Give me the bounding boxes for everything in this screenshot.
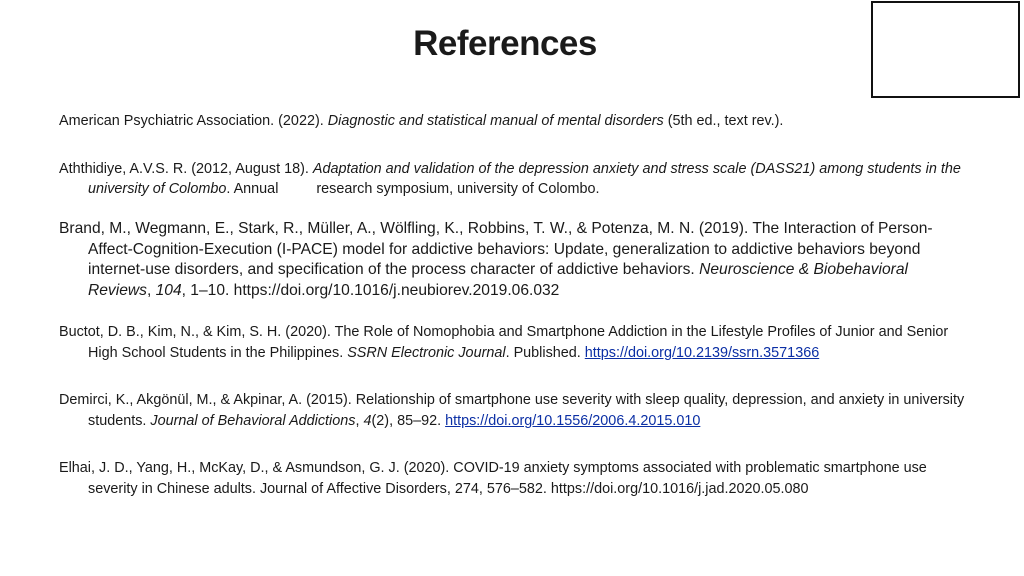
- reference-authors: Aththidiye, A.V.S. R. (2012, August 18).: [59, 160, 313, 177]
- reference-item: [59, 111, 974, 132]
- reference-journal: Neuroscience & Biobehavioral Reviews: [88, 261, 908, 300]
- reference-text: Elhai, J. D., Yang, H., McKay, D., & Asmundson, G. J. (2020). COVID-19 anxiety symptoms associated with problematic smartphone use severity in Chinese adults. Journal of Affective Disorders, 274, 576–582. https://doi.org/10.1016/j.jad.2020.05.080: [59, 460, 927, 497]
- page-title: References: [413, 24, 597, 63]
- reference-status: . Published.: [505, 344, 585, 361]
- reference-item: [59, 322, 974, 363]
- reference-book-title: Diagnostic and statistical manual of mental disorders: [327, 113, 664, 129]
- reference-journal: SSRN Electronic Journal: [347, 344, 506, 361]
- reference-issue-pages: (2), 85–92.: [371, 412, 446, 429]
- reference-edition: (5th ed., text rev.).: [663, 113, 784, 129]
- reference-doi-link[interactable]: https://doi.org/10.2139/ssrn.3571366: [584, 344, 820, 361]
- reference-volume: 4: [363, 412, 372, 429]
- reference-pages-doi: , 1–10. https://doi.org/10.1016/j.neubiorev.2019.06.032: [181, 282, 560, 300]
- reference-authors-title: Buctot, D. B., Kim, N., & Kim, S. H. (2020). The Role of Nomophobia and Smartphone Addiction in the Lifestyle Profiles of Junior and Senior High School Students in the Philippines.: [59, 323, 949, 361]
- reference-separator: ,: [146, 282, 156, 300]
- reference-volume: 104: [155, 282, 182, 300]
- reference-item: [59, 390, 974, 431]
- reference-item: [59, 458, 974, 499]
- reference-paper-title: Adaptation and validation of the depression anxiety and stress scale (DASS21) among students in the university of Colombo: [88, 160, 961, 198]
- reference-authors-title: Demirci, K., Akgönül, M., & Akpinar, A. (2015). Relationship of smartphone use severity with sleep quality, depression, and anxiety in university students.: [59, 392, 965, 429]
- reference-authors-title: Brand, M., Wegmann, E., Stark, R., Müller, A., Wölfling, K., Robbins, T. W., & Potenza, M. N. (2019). The Interaction of Person-Affect-Cognition-Execution (I-PACE) model for addictive behaviors: Update, generalization to addictive behaviors beyond internet-use disorders, and specification of the process character of addictive behaviors.: [59, 219, 933, 279]
- reference-doi-link[interactable]: https://doi.org/10.1556/2006.4.2015.010: [445, 412, 701, 429]
- reference-venue-prefix: . Annual: [226, 181, 279, 198]
- reference-authors-title: American Psychiatric Association. (2022).: [59, 113, 328, 129]
- reference-separator: ,: [355, 412, 364, 429]
- reference-list: [59, 111, 974, 500]
- reference-item: [59, 159, 974, 200]
- reference-journal: Journal of Behavioral Addictions: [150, 412, 356, 429]
- placeholder-box: [871, 1, 1020, 98]
- reference-item: [59, 219, 974, 302]
- reference-venue: research symposium, university of Colombo.: [316, 181, 600, 198]
